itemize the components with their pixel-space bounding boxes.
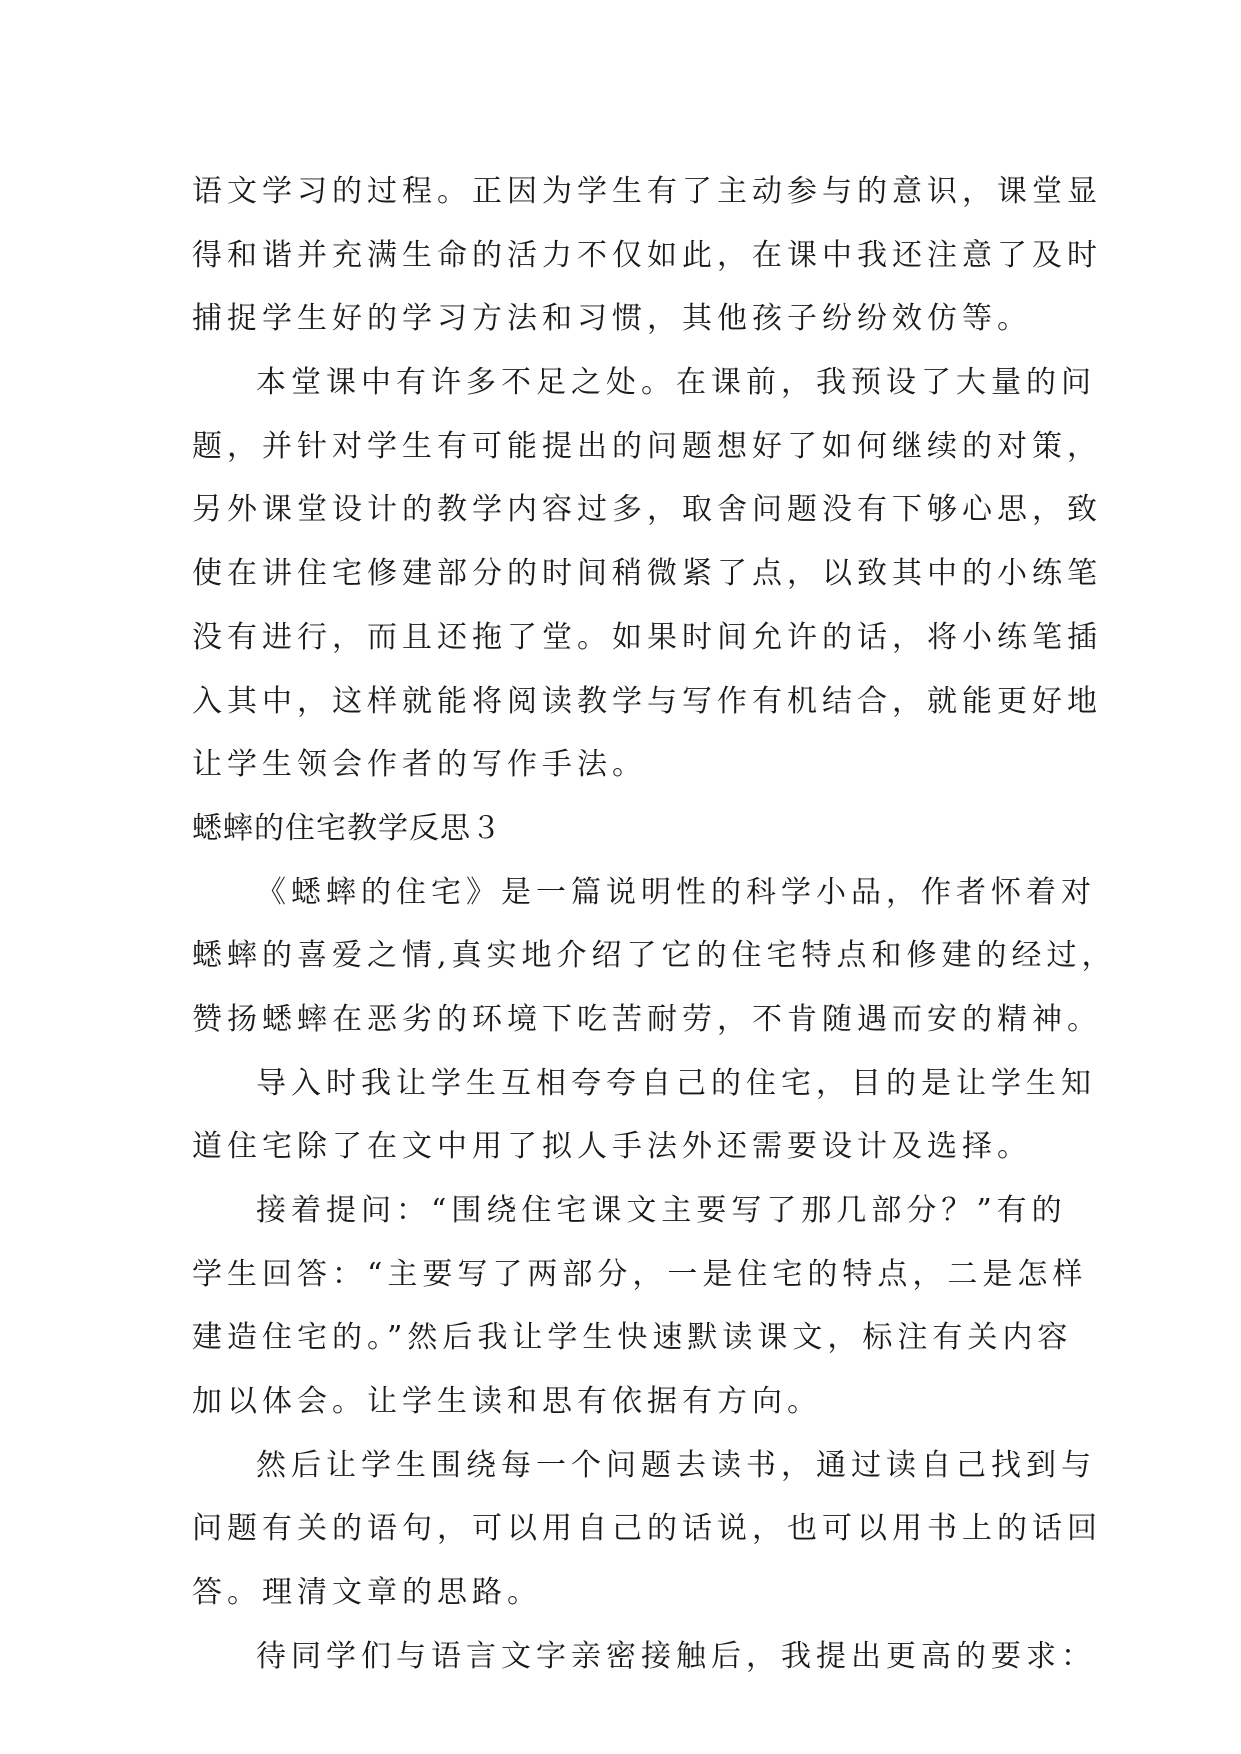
text-line: 加以体会。让学生读和思有依据有方向。 (192, 1384, 822, 1420)
text-line: 没有进行，而且还拖了堂。如果时间允许的话，将小练笔插 (192, 619, 1102, 655)
paragraph (192, 861, 1117, 1052)
paragraph (192, 160, 1102, 351)
text-line: 题，并针对学生有可能提出的问题想好了如何继续的对策， (192, 428, 1102, 464)
heading-text: 蟋蟀的住宅教学反思３ (192, 810, 502, 846)
paragraph (192, 1052, 1096, 1179)
paragraph (192, 351, 1102, 797)
text-line: 得和谐并充满生命的活力不仅如此，在课中我还注意了及时 (192, 237, 1102, 273)
paragraph (192, 1179, 1088, 1434)
text-line: 建造住宅的。”然后我让学生快速默读课文，标注有关内容 (192, 1320, 1073, 1356)
text-line: 赞扬蟋蟀在恶劣的环境下吃苦耐劳，不肯随遇而安的精神。 (192, 1001, 1102, 1037)
text-line: 接着提问：“围绕住宅课文主要写了那几部分？”有的 (256, 1193, 1067, 1228)
text-line: 道住宅除了在文中用了拟人手法外还需要设计及选择。 (192, 1129, 1032, 1165)
text-line: 《蟋蟀的住宅》是一篇说明性的科学小品，作者怀着对 (256, 874, 1096, 910)
section-heading (192, 797, 1072, 861)
text-line: 语文学习的过程。正因为学生有了主动参与的意识，课堂显 (192, 174, 1102, 209)
text-line: 然后让学生围绕每一个问题去读书，通过读自己找到与 (256, 1447, 1096, 1483)
document-body (192, 160, 1117, 1689)
text-line: 答。理清文章的思路。 (192, 1575, 542, 1611)
text-line: 捕捉学生好的学习方法和习惯，其他孩子纷纷效仿等。 (192, 301, 1032, 337)
text-line: 入其中，这样就能将阅读教学与写作有机结合，就能更好地 (192, 683, 1102, 719)
text-line: 学生回答：“主要写了两部分，一是住宅的特点，二是怎样 (192, 1256, 1088, 1292)
text-line: 使在讲住宅修建部分的时间稍微紧了点，以致其中的小练笔 (192, 556, 1102, 592)
text-line: 问题有关的语句，可以用自己的话说，也可以用书上的话回 (192, 1511, 1102, 1547)
text-line: 另外课堂设计的教学内容过多，取舍问题没有下够心思，致 (192, 492, 1102, 528)
text-line: 本堂课中有许多不足之处。在课前，我预设了大量的问 (256, 365, 1096, 401)
text-line: 待同学们与语言文字亲密接触后，我提出更高的要求： (256, 1638, 1096, 1674)
text-line: 导入时我让学生互相夸夸自己的住宅，目的是让学生知 (256, 1065, 1096, 1101)
paragraph (192, 1434, 1102, 1625)
paragraph (192, 1625, 1096, 1689)
text-line: 蟋蟀的喜爱之情,真实地介绍了它的住宅特点和修建的经过， (192, 938, 1117, 974)
text-line: 让学生领会作者的写作手法。 (192, 747, 647, 783)
